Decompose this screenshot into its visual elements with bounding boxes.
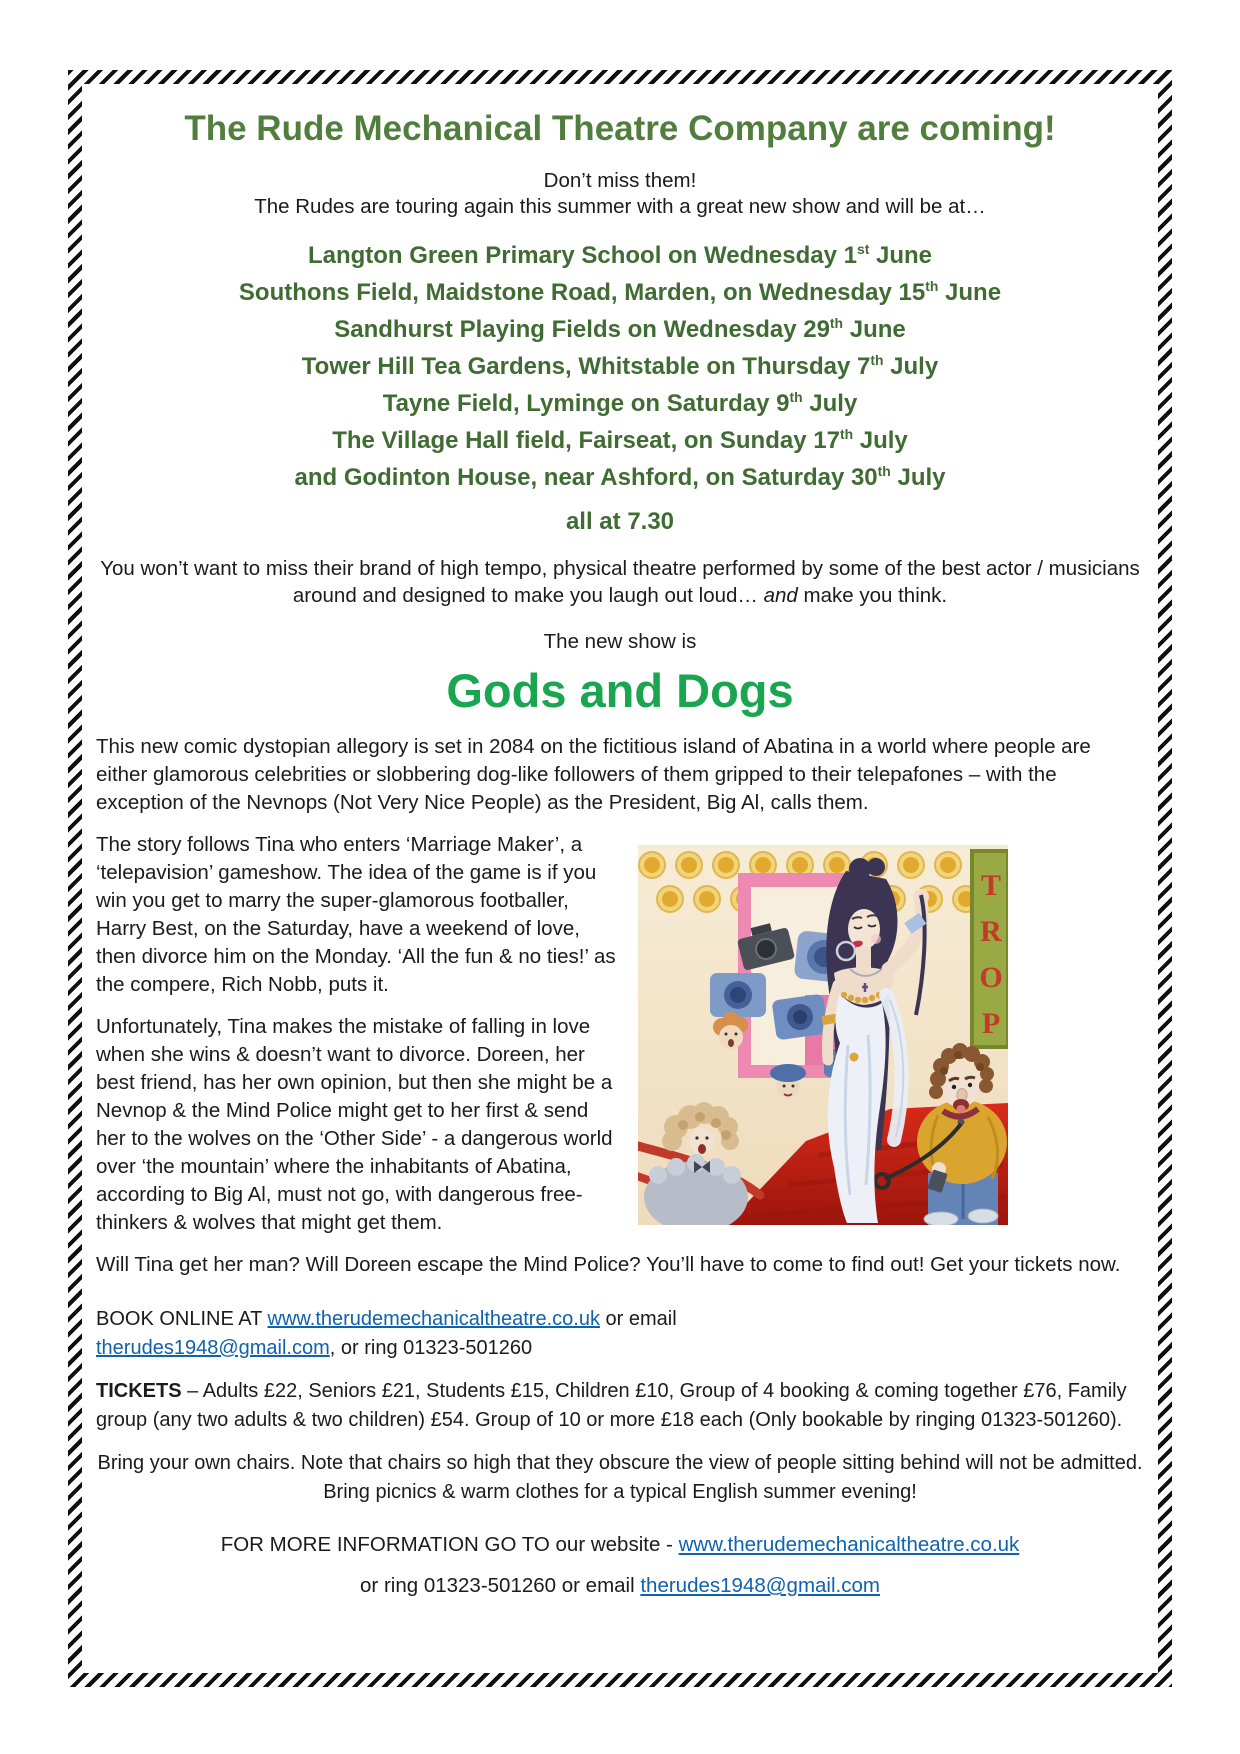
svg-text:O: O	[979, 961, 1003, 994]
ring-line: or ring 01323-501260 or email therudes1948@gmail.com	[360, 1574, 880, 1597]
page-title: The Rude Mechanical Theatre Company are coming!	[184, 109, 1056, 148]
venue-line: Sandhurst Playing Fields on Wednesday 29th June	[334, 315, 906, 343]
svg-text:R: R	[980, 915, 1002, 948]
pitch-paragraph: You won’t want to miss their brand of high tempo, physical theatre performed by some of the best actor / musicians around and designed to make you laugh out loud… and make you think.	[100, 557, 1140, 607]
venue-line: and Godinton House, near Ashford, on Saturday 30th July	[294, 463, 946, 491]
venue-line: Tower Hill Tea Gardens, Whitstable on Thursday 7th July	[301, 352, 939, 380]
venue-line: The Village Hall field, Fairseat, on Sunday 17th July	[332, 426, 908, 454]
more-info-line: FOR MORE INFORMATION GO TO our website - www.therudemechanicaltheatre.co.uk	[220, 1533, 1020, 1556]
email-link[interactable]: therudes1948@gmail.com	[96, 1337, 330, 1359]
showtime-line: all at 7.30	[565, 508, 675, 535]
dont-miss-line: Don’t miss them!	[543, 169, 697, 192]
book-online-paragraph: BOOK ONLINE AT www.therudemechanicaltheatre.co.uk or email therudes1948@gmail.com, or ring 01323-501260	[96, 1308, 677, 1359]
show-title: Gods and Dogs	[446, 664, 794, 717]
touring-line: The Rudes are touring again this summer with a great new show and will be at…	[254, 195, 986, 218]
ring-email-link[interactable]: therudes1948@gmail.com	[640, 1574, 880, 1597]
trouble-paragraph: Unfortunately, Tina makes the mistake of falling in love when she wins & doesn’t want to divorce. Doreen, her best friend, has her own opinion, but then she might be a Nevnop & the Mind Police might get to her first & send her to the wolves on the ‘Other Side’ - a dangerous world over ‘the mountain’ where the inhabitants of Abatina, according to Big Al, must not go, with dangerous free-thinkers & wolves that might get them.	[96, 1015, 613, 1234]
flyer-content	[82, 84, 1158, 1673]
venue-line: Southons Field, Maidstone Road, Marden, on Wednesday 15th June	[238, 278, 1002, 306]
intro-paragraph: This new comic dystopian allegory is set in 2084 on the fictitious island of Abatina in a world where people are either glamorous celebrities or slobbering dog-like followers of them gripped to their telepafones – with the exception of the Nevnops (Not Very Nice People) as the President, Big Al, calls them.	[96, 735, 1091, 814]
new-show-label: The new show is	[543, 630, 697, 653]
chairs-note: Bring your own chairs. Note that chairs so high that they obscure the view of people sitting behind will not be admitted. Bring picnics & warm clothes for a typical English summer evening!	[97, 1452, 1143, 1503]
venue-list	[96, 234, 1144, 493]
venue-line: Langton Green Primary School on Wednesday 1st June	[307, 241, 933, 269]
venue-line: Tayne Field, Lyminge on Saturday 9th July	[382, 389, 858, 417]
more-info-website-link[interactable]: www.therudemechanicaltheatre.co.uk	[678, 1533, 1020, 1556]
website-link[interactable]: www.therudemechanicaltheatre.co.uk	[267, 1308, 600, 1330]
show-illustration	[638, 845, 1008, 1225]
story-paragraph: The story follows Tina who enters ‘Marriage Maker’, a ‘telepavision’ gameshow. The idea of the game is if you win you get to marry the super-glamorous footballer, Harry Best, on the Saturday, have a weekend of love, then divorce him on the Monday. ‘All the fun & no ties!’ as the compere, Rich Nobb, puts it.	[96, 833, 616, 996]
flyer-border	[68, 70, 1172, 1687]
tickets-paragraph: TICKETS – Adults £22, Seniors £21, Students £15, Children £10, Group of 4 booking & coming together £76, Family group (any two adults & two children) £54. Group of 10 or more £18 each (Only bookable by ringing 01323-501260).	[96, 1380, 1127, 1431]
story-section	[96, 831, 1144, 1279]
trop-sign	[972, 851, 1008, 1047]
svg-text:T: T	[980, 869, 1002, 902]
tickets-teaser-paragraph: Will Tina get her man? Will Doreen escape the Mind Police? You’ll have to come to find out! Get your tickets now.	[96, 1253, 1121, 1276]
svg-text:P: P	[981, 1007, 1001, 1040]
